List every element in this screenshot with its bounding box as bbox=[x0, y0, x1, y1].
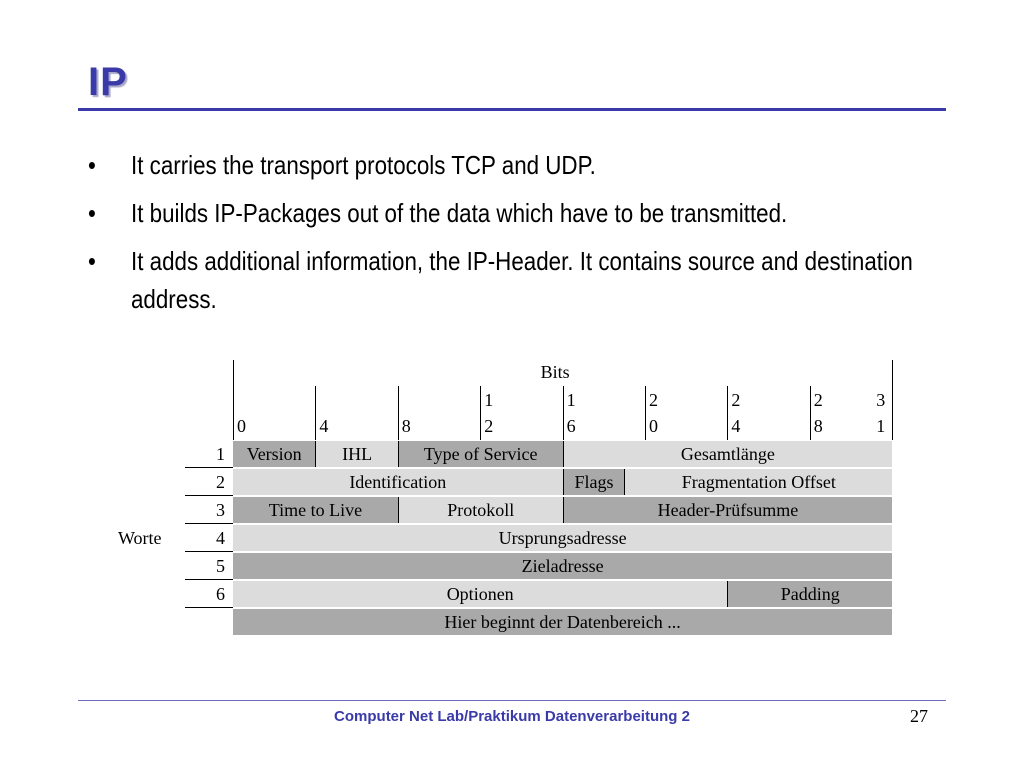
footer-divider bbox=[78, 700, 946, 701]
row-divider bbox=[185, 607, 233, 608]
worte-label: Worte bbox=[118, 528, 162, 548]
bullet-item bbox=[88, 194, 981, 232]
header-field-cell: Header-Prüfsumme bbox=[563, 497, 893, 523]
bit-tick bbox=[810, 386, 811, 440]
bit-tick bbox=[233, 360, 234, 440]
word-row-number: 5 bbox=[216, 556, 225, 576]
header-field-cell: Ursprungsadresse bbox=[233, 525, 892, 551]
bit-mark-top: 1 bbox=[566, 390, 576, 410]
bullet-text: It carries the transport protocols TCP and UDP. bbox=[131, 150, 596, 180]
bit-mark-bottom: 0 bbox=[649, 416, 658, 436]
bit-tick bbox=[892, 360, 893, 440]
bit-mark-bottom: 8 bbox=[813, 416, 823, 436]
header-field-cell: Identification bbox=[233, 469, 563, 495]
header-field-cell: Fragmentation Offset bbox=[624, 469, 892, 495]
header-field-cell: IHL bbox=[315, 441, 397, 467]
bit-tick bbox=[645, 386, 646, 440]
title-underline bbox=[78, 108, 946, 111]
bit-mark-bottom: 1 bbox=[876, 416, 886, 436]
bit-tick bbox=[727, 386, 728, 440]
bit-mark-top: 2 bbox=[813, 390, 823, 410]
bullet-item bbox=[88, 242, 981, 318]
bit-mark-top: 1 bbox=[484, 390, 494, 410]
header-field-cell: Protokoll bbox=[398, 497, 563, 523]
word-row-number: 3 bbox=[216, 500, 225, 520]
bit-tick bbox=[563, 386, 564, 440]
footer-course-title: Computer Net Lab/Praktikum Datenverarbeitung 2 bbox=[334, 708, 690, 725]
bits-label: Bits bbox=[540, 362, 570, 382]
word-row-number: 1 bbox=[216, 444, 225, 464]
bit-mark-top: 2 bbox=[731, 390, 741, 410]
page-number: 27 bbox=[910, 706, 928, 726]
bit-mark-bottom: 0 bbox=[237, 416, 246, 436]
bullet-list bbox=[88, 146, 938, 328]
header-field-cell: Zieladresse bbox=[233, 553, 892, 579]
bit-mark-top: 3 bbox=[876, 390, 886, 410]
word-row-number: 4 bbox=[216, 528, 225, 548]
header-field-cell: Hier beginnt der Datenbereich ... bbox=[233, 609, 892, 635]
header-field-cell: Version bbox=[233, 441, 315, 467]
header-field-cell: Type of Service bbox=[398, 441, 563, 467]
word-row-number: 6 bbox=[216, 584, 225, 604]
bullet-text: It adds additional information, the IP-Header. It contains source and destination address. bbox=[131, 246, 913, 314]
bullet-marker: • bbox=[88, 198, 96, 228]
bullet-text: It builds IP-Packages out of the data which have to be transmitted. bbox=[131, 198, 788, 228]
bit-mark-bottom: 6 bbox=[566, 416, 576, 436]
header-field-cell: Flags bbox=[563, 469, 625, 495]
slide-title: IP bbox=[88, 60, 128, 104]
bullet-marker: • bbox=[88, 150, 96, 180]
bit-mark-bottom: 4 bbox=[731, 416, 741, 436]
word-row-number: 2 bbox=[216, 472, 225, 492]
header-field-cell: Padding bbox=[727, 581, 892, 607]
header-field-cell: Optionen bbox=[233, 581, 727, 607]
bit-mark-top: 2 bbox=[649, 390, 658, 410]
bit-tick bbox=[480, 386, 481, 440]
bit-mark-bottom: 4 bbox=[319, 416, 329, 436]
bullet-marker: • bbox=[88, 246, 96, 276]
bit-mark-bottom: 2 bbox=[484, 416, 494, 436]
bit-tick bbox=[315, 386, 316, 440]
header-field-cell: Gesamtlänge bbox=[563, 441, 893, 467]
bit-mark-bottom: 8 bbox=[401, 416, 411, 436]
bit-tick bbox=[398, 386, 399, 440]
bullet-item bbox=[88, 146, 981, 184]
header-field-cell: Time to Live bbox=[233, 497, 398, 523]
